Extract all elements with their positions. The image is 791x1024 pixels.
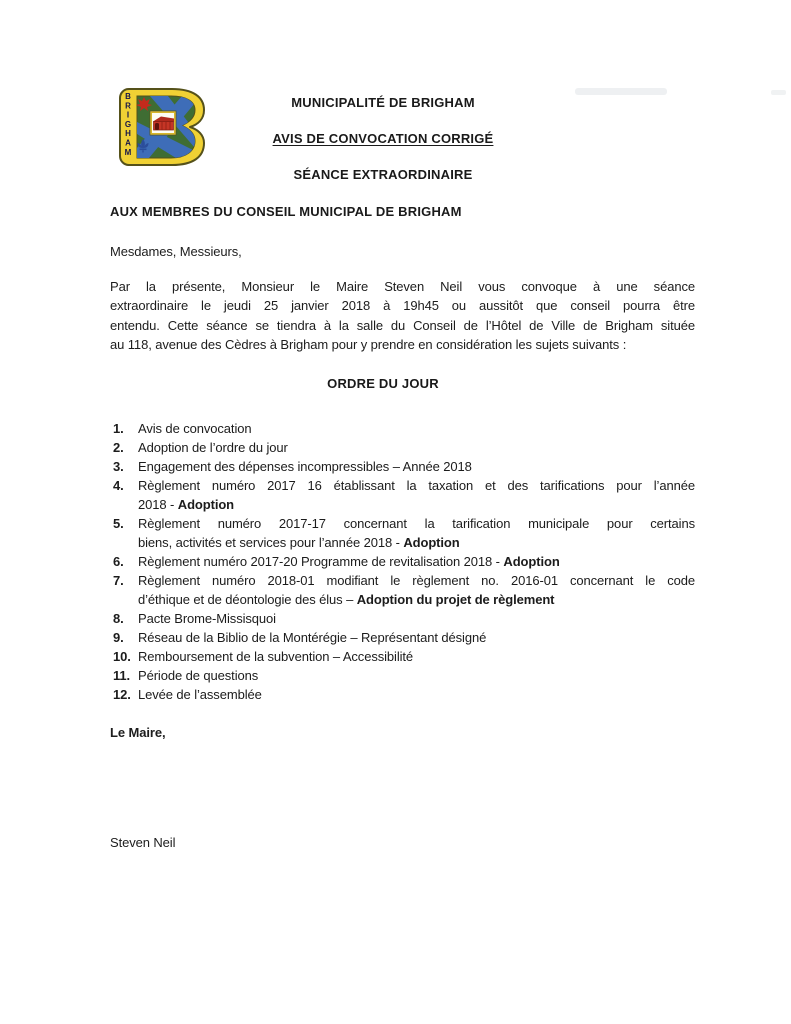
agenda-item (113, 457, 695, 476)
paragraph-line: au 118, avenue des Cèdres à Brigham pour y prendre en considération les sujets suivants : (110, 336, 627, 352)
logo-letter: R (125, 101, 131, 111)
agenda-item-number: 12. (113, 687, 131, 702)
agenda-item-line: Réseau de la Biblio de la Montérégie – Représentant désigné (138, 630, 487, 645)
agenda-item-line: Règlement numéro 2017-20 Programme de revitalisation 2018 - Adoption (138, 554, 560, 569)
agenda-item-number: 3. (113, 459, 124, 474)
body-paragraph (110, 277, 695, 354)
paragraph-line: Par la présente, Monsieur le Maire Steven Neil vous convoque à une séance (110, 279, 695, 294)
addressee-line: AUX MEMBRES DU CONSEIL MUNICIPAL DE BRIGHAM (110, 204, 462, 219)
logo-letter: B (125, 92, 131, 101)
salutation: Mesdames, Messieurs, (110, 244, 242, 259)
notice-title-wrap (98, 130, 668, 148)
agenda-item-line: Règlement numéro 2017 16 établissant la taxation et des tarifications pour l’année (138, 478, 695, 493)
paragraph-line: entendu. Cette séance se tiendra à la salle du Conseil de l’Hôtel de Ville de Brigham située (110, 317, 695, 333)
agenda-item-line: Période de questions (138, 668, 259, 683)
agenda-item-line: Avis de convocation (138, 421, 252, 436)
agenda-item (113, 666, 695, 685)
agenda-item-number: 1. (113, 421, 124, 436)
agenda-item-line: Pacte Brome-Missisquoi (138, 611, 276, 626)
scan-smudge-small (771, 90, 786, 95)
agenda-item (113, 419, 695, 438)
agenda-item-text (138, 476, 695, 514)
agenda-item-line: Levée de l’assemblée (138, 687, 262, 702)
agenda-item (113, 685, 695, 704)
agenda-item-line: Règlement numéro 2017-17 concernant la tarification municipale pour certains (138, 516, 695, 531)
agenda-item-text (138, 438, 695, 457)
agenda-list (113, 419, 695, 704)
agenda-item (113, 438, 695, 457)
agenda-item (113, 609, 695, 628)
logo-letter: A (125, 138, 131, 148)
logo-letter: H (125, 129, 131, 139)
scan-smudge (575, 88, 667, 95)
agenda-item-line: biens, activités et services pour l’année 2018 - Adoption (138, 535, 460, 550)
agenda-item-line: Engagement des dépenses incompressibles – Année 2018 (138, 459, 472, 474)
agenda-item-text (138, 685, 695, 704)
agenda-item-number: 7. (113, 573, 124, 588)
logo-letter: G (124, 119, 132, 129)
signature-name: Steven Neil (110, 835, 176, 850)
agenda-item (113, 476, 695, 514)
logo-letter: I (126, 110, 130, 120)
org-title: MUNICIPALITÉ DE BRIGHAM (291, 95, 475, 110)
agenda-item-number: 11. (113, 668, 131, 683)
agenda-item-line: Règlement numéro 2018-01 modifiant le règlement no. 2016-01 concernant le code (138, 573, 695, 588)
agenda-item-number: 2. (113, 440, 124, 455)
agenda-item-text (138, 514, 695, 552)
agenda-item-text (138, 571, 695, 609)
agenda-item-text (138, 552, 695, 571)
agenda-item-number: 9. (113, 630, 124, 645)
agenda-item-line: d’éthique et de déontologie des élus – Adoption du projet de règlement (138, 592, 555, 607)
paragraph-line: extraordinaire le jeudi 25 janvier 2018 à 19h45 ou aussitôt que conseil pourra être (110, 298, 695, 314)
logo-letter: M (124, 147, 132, 157)
session-title: SÉANCE EXTRAORDINAIRE (293, 167, 473, 182)
agenda-item-text (138, 628, 695, 647)
agenda-item-text (138, 647, 695, 666)
agenda-item-number: 10. (113, 649, 131, 664)
agenda-item-text (138, 609, 695, 628)
agenda-title: ORDRE DU JOUR (327, 376, 439, 391)
agenda-item-number: 5. (113, 516, 124, 531)
agenda-item-number: 6. (113, 554, 124, 569)
agenda-item-line: Remboursement de la subvention – Accessibilité (138, 649, 414, 664)
agenda-item (113, 571, 695, 609)
agenda-item (113, 628, 695, 647)
agenda-item-number: 4. (113, 478, 124, 493)
agenda-item-text (138, 457, 695, 476)
agenda-item-text (138, 666, 695, 685)
agenda-item (113, 514, 695, 552)
agenda-item-number: 8. (113, 611, 124, 626)
closing-line: Le Maire, (110, 725, 166, 740)
notice-title: AVIS DE CONVOCATION CORRIGÉ (272, 131, 494, 146)
agenda-item (113, 647, 695, 666)
agenda-item-text (138, 419, 695, 438)
agenda-item-line: 2018 - Adoption (138, 497, 235, 512)
agenda-item-line: Adoption de l’ordre du jour (138, 440, 288, 455)
agenda-item (113, 552, 695, 571)
